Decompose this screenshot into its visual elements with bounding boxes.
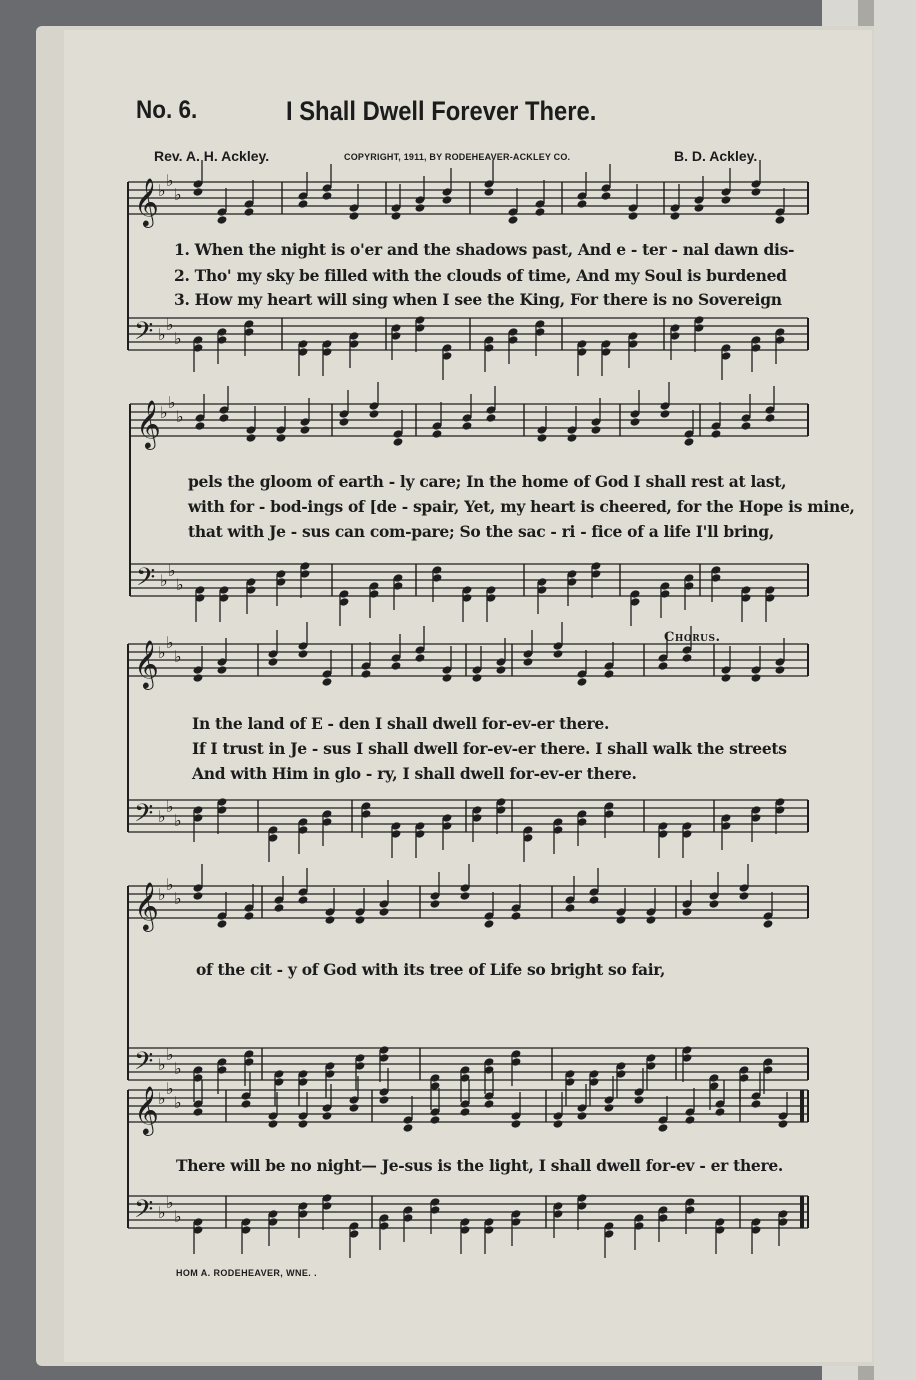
- treble-clef: 𝄞: [134, 881, 159, 930]
- note-head: [484, 919, 495, 929]
- flat-sign: ♭: [158, 181, 166, 200]
- note-head: [460, 891, 471, 901]
- note-head: [322, 191, 333, 201]
- flat-sign: ♭: [168, 561, 176, 580]
- lyric-line: And with Him in glo - ry, I shall dwell for-ev-er there.: [192, 764, 637, 783]
- note-head: [241, 1099, 252, 1109]
- flat-sign: ♭: [174, 811, 182, 830]
- note-head: [322, 677, 333, 687]
- note-head: [741, 421, 752, 431]
- note-head: [217, 919, 228, 929]
- note-head: [616, 915, 627, 925]
- note-head: [604, 1103, 615, 1113]
- flat-sign: ♭: [176, 575, 184, 594]
- note-head: [709, 899, 720, 909]
- lyric-line: 2. Tho' my sky be filled with the clouds of time, And my Soul is burdened: [174, 266, 787, 285]
- note-head: [535, 207, 546, 217]
- note-head: [298, 895, 309, 905]
- flat-sign: ♭: [158, 643, 166, 662]
- note-head: [658, 1123, 669, 1133]
- treble-clef: 𝄞: [134, 177, 159, 226]
- note-head: [721, 195, 732, 205]
- note-head: [403, 1123, 414, 1133]
- flat-sign: ♭: [176, 407, 184, 426]
- note-head: [442, 673, 453, 683]
- note-head: [391, 661, 402, 671]
- note-head: [274, 903, 285, 913]
- flat-sign: ♭: [160, 571, 168, 590]
- note-head: [432, 429, 443, 439]
- note-head: [589, 895, 600, 905]
- lyric-line: 1. When the night is o'er and the shadows past, And e - ter - nal dawn dis-: [174, 240, 795, 259]
- note-head: [484, 187, 495, 197]
- note-head: [298, 649, 309, 659]
- note-head: [217, 215, 228, 225]
- note-head: [775, 665, 786, 675]
- note-head: [276, 433, 287, 443]
- flat-sign: ♭: [166, 633, 174, 652]
- note-head: [322, 1111, 333, 1121]
- lyric-line: with for - bod-ings of [de - spair, Yet, my heart is cheered, for the Hope is mine,: [188, 497, 855, 516]
- note-head: [472, 673, 483, 683]
- note-head: [660, 409, 671, 419]
- note-head: [379, 1095, 390, 1105]
- lyric-line: that with Je - sus can com-pare; So the sac - ri - fice of a life I'll bring,: [188, 522, 774, 541]
- note-head: [355, 915, 366, 925]
- note-head: [565, 903, 576, 913]
- note-head: [577, 199, 588, 209]
- note-head: [193, 891, 204, 901]
- lyric-line: pels the gloom of earth - ly care; In the home of God I shall rest at last,: [188, 472, 787, 491]
- note-head: [523, 657, 534, 667]
- hymn-number: No. 6.: [136, 96, 198, 124]
- note-head: [682, 907, 693, 917]
- note-head: [430, 899, 441, 909]
- note-head: [577, 1111, 588, 1121]
- chorus-label: Chorus.: [664, 630, 721, 645]
- flat-sign: ♭: [158, 1089, 166, 1108]
- flat-sign: ♭: [158, 325, 166, 344]
- note-head: [601, 191, 612, 201]
- note-head: [511, 911, 522, 921]
- note-head: [300, 425, 311, 435]
- note-head: [511, 1119, 522, 1129]
- bass-clef: 𝄢: [134, 1047, 154, 1082]
- flat-sign: ♭: [158, 1055, 166, 1074]
- note-head: [591, 425, 602, 435]
- note-head: [567, 433, 578, 443]
- note-head: [763, 919, 774, 929]
- note-head: [577, 677, 588, 687]
- note-head: [711, 429, 722, 439]
- note-head: [484, 1099, 495, 1109]
- hymn-title: I Shall Dwell Forever There.: [286, 96, 597, 126]
- lyricist-credit: Rev. A. H. Ackley.: [154, 148, 270, 164]
- lyric-line: 3. How my heart will sing when I see the King, For there is no Sovereign: [174, 290, 782, 309]
- note-head: [244, 911, 255, 921]
- note-head: [775, 215, 786, 225]
- flat-sign: ♭: [166, 171, 174, 190]
- note-head: [462, 421, 473, 431]
- flat-sign: ♭: [166, 1079, 174, 1098]
- flat-sign: ♭: [174, 1059, 182, 1078]
- flat-sign: ♭: [174, 647, 182, 666]
- note-head: [604, 669, 615, 679]
- flat-sign: ♭: [166, 797, 174, 816]
- note-head: [193, 673, 204, 683]
- note-head: [721, 673, 732, 683]
- bass-clef: 𝄢: [134, 1195, 154, 1230]
- flat-sign: ♭: [174, 1207, 182, 1226]
- note-head: [684, 437, 695, 447]
- note-head: [694, 203, 705, 213]
- lyric-line: There will be no night— Je-sus is the light, I shall dwell for-ev - er there.: [176, 1156, 784, 1175]
- note-head: [553, 649, 564, 659]
- note-head: [349, 211, 360, 221]
- note-head: [430, 1115, 441, 1125]
- flat-sign: ♭: [166, 1045, 174, 1064]
- note-head: [751, 1099, 762, 1109]
- note-head: [685, 1115, 696, 1125]
- note-head: [460, 1107, 471, 1117]
- note-head: [268, 657, 279, 667]
- flat-sign: ♭: [174, 1093, 182, 1112]
- treble-clef: 𝄞: [134, 639, 159, 688]
- note-head: [244, 207, 255, 217]
- treble-clef: 𝄞: [134, 1085, 159, 1134]
- note-head: [325, 915, 336, 925]
- note-head: [349, 1103, 360, 1113]
- note-head: [195, 421, 206, 431]
- note-head: [379, 907, 390, 917]
- note-head: [415, 653, 426, 663]
- note-head: [634, 1095, 645, 1105]
- flat-sign: ♭: [174, 185, 182, 204]
- bass-clef: 𝄢: [134, 317, 154, 352]
- note-head: [715, 1107, 726, 1117]
- copyright-notice: COPYRIGHT, 1911, BY RODEHEAVER-ACKLEY CO.: [344, 152, 571, 162]
- note-head: [246, 433, 257, 443]
- flat-sign: ♭: [174, 329, 182, 348]
- flat-sign: ♭: [174, 889, 182, 908]
- lyric-line: of the cit - y of God with its tree of Life so bright so fair,: [196, 960, 666, 979]
- bass-clef: 𝄢: [136, 563, 156, 598]
- note-head: [628, 211, 639, 221]
- note-head: [646, 915, 657, 925]
- flat-sign: ♭: [166, 1193, 174, 1212]
- note-head: [442, 195, 453, 205]
- note-head: [298, 199, 309, 209]
- note-head: [193, 187, 204, 197]
- publisher-imprint: HOM A. RODEHEAVER, WNE. .: [176, 1268, 318, 1278]
- note-head: [219, 413, 230, 423]
- note-head: [765, 413, 776, 423]
- note-head: [391, 211, 402, 221]
- lyric-line: If I trust in Je - sus I shall dwell for-ev-er there. I shall walk the streets: [192, 739, 787, 758]
- note-head: [508, 215, 519, 225]
- bass-clef: 𝄢: [134, 799, 154, 834]
- note-head: [751, 187, 762, 197]
- flat-sign: ♭: [158, 807, 166, 826]
- note-head: [537, 433, 548, 443]
- lyric-line: In the land of E - den I shall dwell for-ev-er there.: [192, 714, 610, 733]
- note-head: [268, 1119, 279, 1129]
- note-head: [751, 673, 762, 683]
- flat-sign: ♭: [158, 1203, 166, 1222]
- note-head: [553, 1119, 564, 1129]
- note-head: [778, 1119, 789, 1129]
- note-head: [658, 661, 669, 671]
- note-head: [193, 1107, 204, 1117]
- treble-clef: 𝄞: [136, 399, 161, 448]
- note-head: [739, 891, 750, 901]
- note-head: [496, 665, 507, 675]
- note-head: [486, 413, 497, 423]
- note-head: [670, 211, 681, 221]
- flat-sign: ♭: [166, 315, 174, 334]
- note-head: [369, 409, 380, 419]
- note-head: [339, 417, 350, 427]
- note-head: [393, 437, 404, 447]
- flat-sign: ♭: [168, 393, 176, 412]
- note-head: [361, 669, 372, 679]
- flat-sign: ♭: [158, 885, 166, 904]
- composer-credit: B. D. Ackley.: [674, 148, 758, 164]
- note-head: [298, 1119, 309, 1129]
- note-head: [217, 665, 228, 675]
- flat-sign: ♭: [166, 875, 174, 894]
- flat-sign: ♭: [160, 403, 168, 422]
- note-head: [415, 203, 426, 213]
- note-head: [682, 653, 693, 663]
- note-head: [630, 417, 641, 427]
